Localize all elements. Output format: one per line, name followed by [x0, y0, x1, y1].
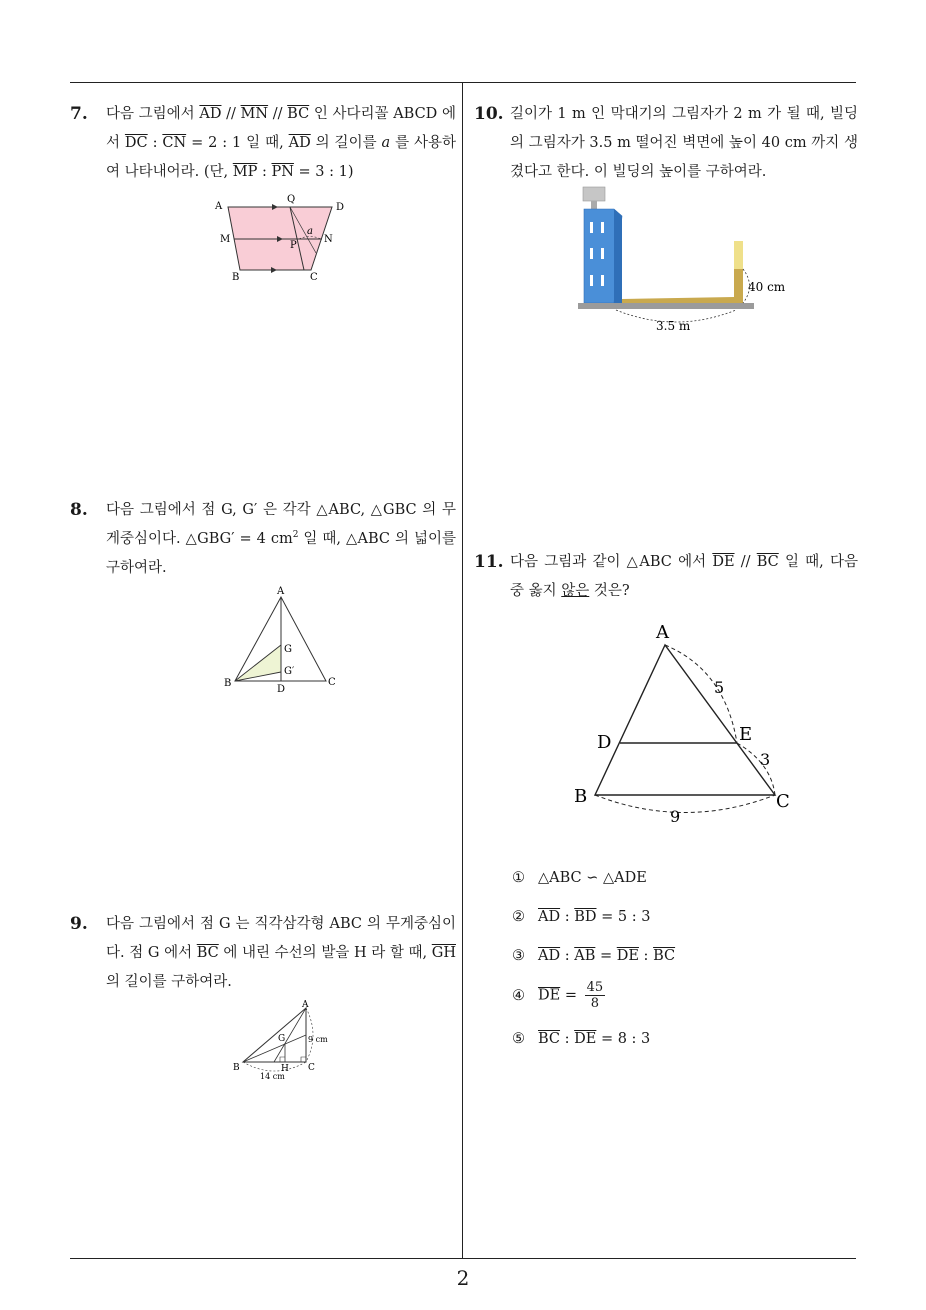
- choice-4[interactable]: ④ $\overline{DE}$ = $\frac{45}{8}$: [512, 980, 604, 1011]
- centroid-triangle-figure: [220, 585, 340, 695]
- label-ac-length: 9 cm: [308, 1035, 328, 1044]
- bottom-rule: [70, 1258, 856, 1259]
- problem-9: [70, 910, 456, 997]
- label-e: E: [739, 724, 753, 745]
- choice-3[interactable]: ③ $\overline{AD}$ : $\overline{AB} = \overline{DE}$ : $\overline{BC}$: [512, 948, 676, 964]
- problem-text: 다음 그림에서 $\overline{AD} // \overline{MN} // \overline{BC}$ 인 사다리꼴 ABCD 에서 $\overline{DC}$ : $\overline{CN} = 2$ : 1 일 때, $\overline{AD}$ 의 길이를 a 를 사용하여 나타내어라. (단, $\overline{MP}$ : $\overline{PN} = 3$ : 1): [106, 106, 457, 180]
- label-var-a: a: [307, 226, 313, 237]
- label-d: D: [277, 684, 286, 695]
- label-d: D: [597, 732, 612, 753]
- label-bc-length: 9: [670, 807, 681, 826]
- choice-2[interactable]: ② $\overline{AD}$ : $\overline{BD} = 5$ : 3: [512, 909, 651, 925]
- problem-number: 9.: [70, 914, 88, 934]
- page-number: 2: [456, 1266, 470, 1290]
- label-b: B: [224, 678, 232, 689]
- label-a: A: [277, 586, 285, 597]
- label-q: Q: [287, 194, 296, 205]
- problem-text: 길이가 1 m 인 막대기의 그림자가 2 m 가 될 때, 빌딩의 그림자가 3.5 m 떨어진 벽면에 높이 40 cm 까지 생겼다고 한다. 이 빌딩의 높이를 구하여라.: [510, 106, 858, 180]
- building-shadow-figure: [576, 186, 796, 336]
- label-ec-length: 3: [760, 750, 771, 769]
- problem-number: 10.: [474, 104, 504, 124]
- problem-10: [474, 100, 858, 187]
- label-g: G: [278, 1034, 286, 1044]
- trapezoid-figure: [210, 190, 355, 285]
- label-bc-length: 14 cm: [260, 1072, 285, 1081]
- label-g-prime: G′: [284, 666, 295, 677]
- fraction: $\frac{45}{8}$: [586, 980, 604, 1011]
- problem-number: 8.: [70, 500, 88, 520]
- label-c: C: [308, 1063, 315, 1073]
- label-h: H: [281, 1064, 289, 1074]
- right-triangle-figure: [228, 998, 348, 1084]
- label-b: B: [574, 786, 588, 807]
- label-c: C: [328, 677, 336, 688]
- label-ae-length: 5: [714, 678, 725, 697]
- problem-text: 다음 그림에서 점 G, G′ 은 각각 △ABC, △GBC 의 무게중심이다. △GBG′ = 4 $cm^2$ 일 때, △ABC 의 넓이를 구하여라.: [106, 502, 457, 576]
- label-a: A: [656, 622, 669, 643]
- choice-5[interactable]: ⑤ $\overline{BC}$ : $\overline{DE} = 8$ : 3: [512, 1031, 651, 1047]
- problem-8: [70, 496, 456, 583]
- label-c: C: [776, 791, 790, 812]
- problem-7: [70, 100, 456, 187]
- label-d: D: [336, 202, 345, 213]
- parallel-triangle-figure: [565, 615, 805, 830]
- label-g: G: [284, 644, 292, 655]
- label-a: A: [302, 1000, 309, 1010]
- label-b: B: [232, 272, 240, 283]
- problem-number: 11.: [474, 552, 504, 572]
- choice-1[interactable]: ① △ABC ∽ △ADE: [512, 870, 647, 886]
- top-rule: [70, 82, 856, 83]
- problem-11: [474, 548, 858, 606]
- label-ground-distance: 3.5 m: [656, 319, 691, 333]
- label-m: M: [220, 234, 231, 245]
- label-wall-height: 40 cm: [748, 280, 786, 294]
- problem-text: 다음 그림과 같이 △ABC 에서 $\overline{DE} // \overline{BC}$ 일 때, 다음 중 옳지 않은 것은?: [510, 554, 858, 599]
- label-n: N: [324, 234, 333, 245]
- label-b: B: [233, 1063, 240, 1073]
- problem-number: 7.: [70, 104, 88, 124]
- label-c: C: [310, 272, 318, 283]
- problem-text: 다음 그림에서 점 G 는 직각삼각형 ABC 의 무게중심이다. 점 G 에서 $\overline{BC}$ 에 내린 수선의 발을 H 라 할 때, $\overline{GH}$ 의 길이를 구하여라.: [106, 916, 456, 990]
- label-a: A: [215, 201, 223, 212]
- column-divider: [462, 82, 463, 1258]
- label-p: P: [290, 240, 297, 251]
